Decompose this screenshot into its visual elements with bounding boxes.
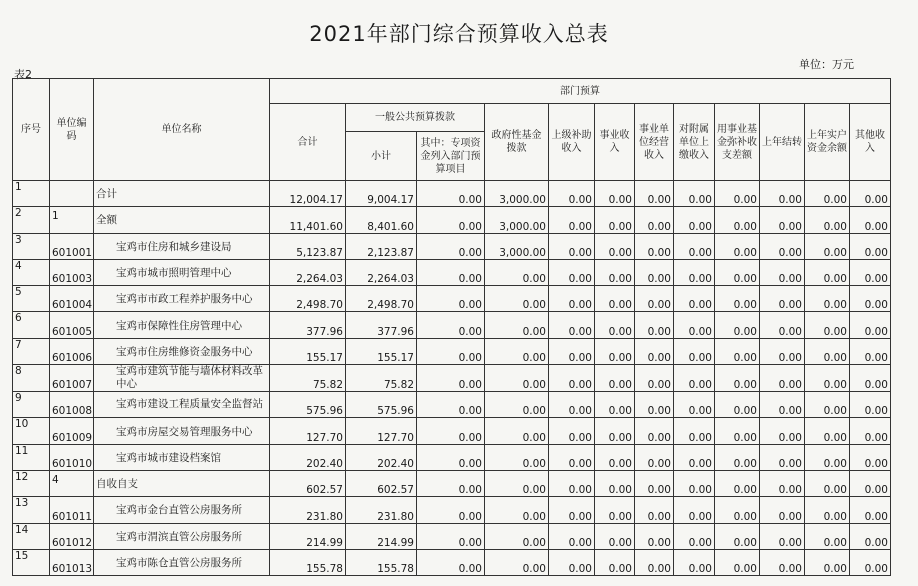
cell-gov-fund: 0.00 bbox=[485, 259, 549, 285]
cell-total: 2,498.70 bbox=[270, 286, 346, 312]
cell-other: 0.00 bbox=[850, 549, 891, 575]
table-row bbox=[13, 181, 891, 207]
cell-gov-fund: 0.00 bbox=[485, 470, 549, 496]
row-code: 601008 bbox=[50, 392, 94, 418]
cell-gov-fund: 0.00 bbox=[485, 497, 549, 523]
cell-special: 0.00 bbox=[417, 549, 485, 575]
cell-carryover: 0.00 bbox=[760, 549, 805, 575]
cell-affiliated: 0.00 bbox=[674, 523, 715, 549]
row-name: 宝鸡市建筑节能与墙体材料改革中心 bbox=[94, 365, 270, 392]
cell-special: 0.00 bbox=[417, 497, 485, 523]
cell-carryover: 0.00 bbox=[760, 181, 805, 207]
header-other: 其他收入 bbox=[850, 104, 891, 181]
cell-special: 0.00 bbox=[417, 312, 485, 338]
cell-subtotal: 2,498.70 bbox=[346, 286, 417, 312]
cell-superior: 0.00 bbox=[549, 444, 595, 470]
cell-superior: 0.00 bbox=[549, 312, 595, 338]
row-name: 宝鸡市市政工程养护服务中心 bbox=[94, 286, 270, 312]
cell-special: 0.00 bbox=[417, 207, 485, 233]
cell-subtotal: 155.17 bbox=[346, 338, 417, 364]
row-seq: 5 bbox=[13, 286, 50, 312]
cell-special: 0.00 bbox=[417, 286, 485, 312]
cell-affiliated: 0.00 bbox=[674, 259, 715, 285]
row-seq: 4 bbox=[13, 259, 50, 285]
cell-carryover: 0.00 bbox=[760, 286, 805, 312]
cell-business: 0.00 bbox=[595, 497, 635, 523]
cell-subtotal: 2,264.03 bbox=[346, 259, 417, 285]
cell-superior: 0.00 bbox=[549, 418, 595, 444]
row-name: 宝鸡市房屋交易管理服务中心 bbox=[94, 418, 270, 444]
cell-subtotal: 8,401.60 bbox=[346, 207, 417, 233]
cell-special: 0.00 bbox=[417, 523, 485, 549]
cell-fund-balance: 0.00 bbox=[715, 259, 760, 285]
table-row bbox=[13, 233, 891, 259]
cell-other: 0.00 bbox=[850, 338, 891, 364]
cell-superior: 0.00 bbox=[549, 181, 595, 207]
cell-affiliated: 0.00 bbox=[674, 181, 715, 207]
cell-carryover: 0.00 bbox=[760, 365, 805, 392]
cell-total: 214.99 bbox=[270, 523, 346, 549]
page-title: 2021年部门综合预算收入总表 bbox=[309, 22, 609, 46]
cell-fund-balance: 0.00 bbox=[715, 181, 760, 207]
cell-fund-balance: 0.00 bbox=[715, 444, 760, 470]
cell-fund-balance: 0.00 bbox=[715, 207, 760, 233]
cell-superior: 0.00 bbox=[549, 523, 595, 549]
cell-actual-balance: 0.00 bbox=[805, 286, 850, 312]
cell-carryover: 0.00 bbox=[760, 392, 805, 418]
cell-total: 155.17 bbox=[270, 338, 346, 364]
table-row bbox=[13, 549, 891, 575]
cell-affiliated: 0.00 bbox=[674, 207, 715, 233]
cell-affiliated: 0.00 bbox=[674, 365, 715, 392]
row-code: 601005 bbox=[50, 312, 94, 338]
cell-subtotal: 2,123.87 bbox=[346, 233, 417, 259]
row-name: 宝鸡市渭滨直管公房服务所 bbox=[94, 523, 270, 549]
cell-operating: 0.00 bbox=[635, 444, 674, 470]
cell-actual-balance: 0.00 bbox=[805, 365, 850, 392]
row-seq: 6 bbox=[13, 312, 50, 338]
cell-affiliated: 0.00 bbox=[674, 497, 715, 523]
cell-operating: 0.00 bbox=[635, 418, 674, 444]
cell-affiliated: 0.00 bbox=[674, 444, 715, 470]
row-code bbox=[50, 181, 94, 207]
cell-other: 0.00 bbox=[850, 286, 891, 312]
cell-affiliated: 0.00 bbox=[674, 312, 715, 338]
table-row bbox=[13, 312, 891, 338]
row-seq: 11 bbox=[13, 444, 50, 470]
row-seq: 15 bbox=[13, 549, 50, 575]
cell-total: 11,401.60 bbox=[270, 207, 346, 233]
header-gov-fund: 政府性基金拨款 bbox=[485, 104, 549, 181]
cell-actual-balance: 0.00 bbox=[805, 338, 850, 364]
table-row bbox=[13, 338, 891, 364]
table-row bbox=[13, 523, 891, 549]
cell-business: 0.00 bbox=[595, 444, 635, 470]
cell-superior: 0.00 bbox=[549, 259, 595, 285]
header-carryover: 上年结转 bbox=[760, 104, 805, 181]
cell-fund-balance: 0.00 bbox=[715, 365, 760, 392]
cell-gov-fund: 3,000.00 bbox=[485, 181, 549, 207]
cell-operating: 0.00 bbox=[635, 181, 674, 207]
cell-gov-fund: 0.00 bbox=[485, 549, 549, 575]
header-fund-balance: 用事业基金弥补收支差额 bbox=[715, 104, 760, 181]
cell-superior: 0.00 bbox=[549, 497, 595, 523]
cell-total: 75.82 bbox=[270, 365, 346, 392]
cell-actual-balance: 0.00 bbox=[805, 470, 850, 496]
cell-other: 0.00 bbox=[850, 233, 891, 259]
cell-actual-balance: 0.00 bbox=[805, 392, 850, 418]
row-seq: 2 bbox=[13, 207, 50, 233]
cell-actual-balance: 0.00 bbox=[805, 259, 850, 285]
cell-gov-fund: 0.00 bbox=[485, 312, 549, 338]
cell-actual-balance: 0.00 bbox=[805, 418, 850, 444]
cell-other: 0.00 bbox=[850, 259, 891, 285]
row-code: 4 bbox=[50, 470, 94, 496]
cell-operating: 0.00 bbox=[635, 365, 674, 392]
cell-actual-balance: 0.00 bbox=[805, 233, 850, 259]
cell-special: 0.00 bbox=[417, 181, 485, 207]
cell-operating: 0.00 bbox=[635, 286, 674, 312]
cell-operating: 0.00 bbox=[635, 259, 674, 285]
header-name: 单位名称 bbox=[94, 79, 270, 181]
row-name: 宝鸡市保障性住房管理中心 bbox=[94, 312, 270, 338]
table-row bbox=[13, 444, 891, 470]
cell-gov-fund: 0.00 bbox=[485, 523, 549, 549]
cell-carryover: 0.00 bbox=[760, 259, 805, 285]
cell-fund-balance: 0.00 bbox=[715, 392, 760, 418]
cell-total: 5,123.87 bbox=[270, 233, 346, 259]
cell-business: 0.00 bbox=[595, 286, 635, 312]
cell-fund-balance: 0.00 bbox=[715, 338, 760, 364]
cell-superior: 0.00 bbox=[549, 286, 595, 312]
cell-affiliated: 0.00 bbox=[674, 338, 715, 364]
row-name: 自收自支 bbox=[94, 470, 270, 496]
cell-other: 0.00 bbox=[850, 181, 891, 207]
header-special: 其中：专项资金列入部门预算项目 bbox=[417, 132, 485, 181]
row-seq: 13 bbox=[13, 497, 50, 523]
cell-total: 127.70 bbox=[270, 418, 346, 444]
cell-carryover: 0.00 bbox=[760, 207, 805, 233]
cell-gov-fund: 0.00 bbox=[485, 444, 549, 470]
cell-total: 575.96 bbox=[270, 392, 346, 418]
cell-superior: 0.00 bbox=[549, 233, 595, 259]
header-seq: 序号 bbox=[13, 79, 50, 181]
cell-business: 0.00 bbox=[595, 549, 635, 575]
cell-gov-fund: 3,000.00 bbox=[485, 233, 549, 259]
cell-gov-fund: 0.00 bbox=[485, 365, 549, 392]
row-seq: 1 bbox=[13, 181, 50, 207]
cell-business: 0.00 bbox=[595, 338, 635, 364]
cell-operating: 0.00 bbox=[635, 207, 674, 233]
cell-other: 0.00 bbox=[850, 207, 891, 233]
cell-affiliated: 0.00 bbox=[674, 549, 715, 575]
row-seq: 8 bbox=[13, 365, 50, 392]
cell-business: 0.00 bbox=[595, 418, 635, 444]
table-body bbox=[13, 181, 891, 576]
budget-income-table bbox=[12, 78, 891, 576]
cell-other: 0.00 bbox=[850, 470, 891, 496]
row-code: 601006 bbox=[50, 338, 94, 364]
cell-carryover: 0.00 bbox=[760, 338, 805, 364]
row-code: 1 bbox=[50, 207, 94, 233]
row-name: 宝鸡市陈仓直管公房服务所 bbox=[94, 549, 270, 575]
cell-total: 377.96 bbox=[270, 312, 346, 338]
cell-total: 202.40 bbox=[270, 444, 346, 470]
cell-actual-balance: 0.00 bbox=[805, 497, 850, 523]
cell-fund-balance: 0.00 bbox=[715, 286, 760, 312]
cell-total: 2,264.03 bbox=[270, 259, 346, 285]
cell-superior: 0.00 bbox=[549, 338, 595, 364]
cell-actual-balance: 0.00 bbox=[805, 444, 850, 470]
row-name: 宝鸡市城市建设档案馆 bbox=[94, 444, 270, 470]
cell-gov-fund: 3,000.00 bbox=[485, 207, 549, 233]
cell-actual-balance: 0.00 bbox=[805, 181, 850, 207]
cell-fund-balance: 0.00 bbox=[715, 418, 760, 444]
cell-operating: 0.00 bbox=[635, 233, 674, 259]
cell-fund-balance: 0.00 bbox=[715, 470, 760, 496]
cell-superior: 0.00 bbox=[549, 392, 595, 418]
row-seq: 9 bbox=[13, 392, 50, 418]
cell-carryover: 0.00 bbox=[760, 470, 805, 496]
cell-other: 0.00 bbox=[850, 392, 891, 418]
header-operating: 事业单位经营收入 bbox=[635, 104, 674, 181]
row-seq: 14 bbox=[13, 523, 50, 549]
cell-subtotal: 155.78 bbox=[346, 549, 417, 575]
cell-fund-balance: 0.00 bbox=[715, 312, 760, 338]
row-seq: 7 bbox=[13, 338, 50, 364]
cell-special: 0.00 bbox=[417, 365, 485, 392]
cell-actual-balance: 0.00 bbox=[805, 523, 850, 549]
header-subtotal: 小计 bbox=[346, 132, 417, 181]
cell-operating: 0.00 bbox=[635, 523, 674, 549]
cell-gov-fund: 0.00 bbox=[485, 392, 549, 418]
cell-subtotal: 602.57 bbox=[346, 470, 417, 496]
header-superior: 上级补助收入 bbox=[549, 104, 595, 181]
cell-business: 0.00 bbox=[595, 312, 635, 338]
cell-superior: 0.00 bbox=[549, 470, 595, 496]
row-name: 宝鸡市金台直管公房服务所 bbox=[94, 497, 270, 523]
cell-affiliated: 0.00 bbox=[674, 418, 715, 444]
cell-gov-fund: 0.00 bbox=[485, 418, 549, 444]
cell-business: 0.00 bbox=[595, 470, 635, 496]
cell-special: 0.00 bbox=[417, 470, 485, 496]
cell-carryover: 0.00 bbox=[760, 312, 805, 338]
cell-superior: 0.00 bbox=[549, 207, 595, 233]
table-row bbox=[13, 259, 891, 285]
table-row bbox=[13, 392, 891, 418]
table-row bbox=[13, 470, 891, 496]
header-dept-budget: 部门预算 bbox=[270, 79, 891, 104]
cell-subtotal: 231.80 bbox=[346, 497, 417, 523]
cell-special: 0.00 bbox=[417, 392, 485, 418]
cell-subtotal: 127.70 bbox=[346, 418, 417, 444]
row-code: 601012 bbox=[50, 523, 94, 549]
cell-business: 0.00 bbox=[595, 207, 635, 233]
cell-business: 0.00 bbox=[595, 181, 635, 207]
cell-subtotal: 75.82 bbox=[346, 365, 417, 392]
row-code: 601003 bbox=[50, 259, 94, 285]
header-code: 单位编码 bbox=[50, 79, 94, 181]
row-name: 全额 bbox=[94, 207, 270, 233]
cell-operating: 0.00 bbox=[635, 312, 674, 338]
header-general: 一般公共预算拨款 bbox=[346, 104, 485, 132]
table-row bbox=[13, 207, 891, 233]
cell-other: 0.00 bbox=[850, 444, 891, 470]
cell-operating: 0.00 bbox=[635, 549, 674, 575]
row-code: 601010 bbox=[50, 444, 94, 470]
cell-operating: 0.00 bbox=[635, 470, 674, 496]
cell-other: 0.00 bbox=[850, 523, 891, 549]
cell-special: 0.00 bbox=[417, 338, 485, 364]
cell-operating: 0.00 bbox=[635, 338, 674, 364]
cell-special: 0.00 bbox=[417, 418, 485, 444]
cell-gov-fund: 0.00 bbox=[485, 338, 549, 364]
table-row bbox=[13, 418, 891, 444]
row-code: 601004 bbox=[50, 286, 94, 312]
cell-other: 0.00 bbox=[850, 497, 891, 523]
row-code: 601001 bbox=[50, 233, 94, 259]
cell-fund-balance: 0.00 bbox=[715, 233, 760, 259]
row-name: 宝鸡市住房和城乡建设局 bbox=[94, 233, 270, 259]
row-name: 合计 bbox=[94, 181, 270, 207]
header-affiliated: 对附属单位上缴收入 bbox=[674, 104, 715, 181]
cell-operating: 0.00 bbox=[635, 497, 674, 523]
cell-total: 155.78 bbox=[270, 549, 346, 575]
row-seq: 12 bbox=[13, 470, 50, 496]
cell-total: 231.80 bbox=[270, 497, 346, 523]
header-actual-balance: 上年实户资金余额 bbox=[805, 104, 850, 181]
cell-special: 0.00 bbox=[417, 233, 485, 259]
cell-actual-balance: 0.00 bbox=[805, 207, 850, 233]
cell-affiliated: 0.00 bbox=[674, 286, 715, 312]
cell-superior: 0.00 bbox=[549, 549, 595, 575]
cell-fund-balance: 0.00 bbox=[715, 523, 760, 549]
cell-subtotal: 214.99 bbox=[346, 523, 417, 549]
cell-superior: 0.00 bbox=[549, 365, 595, 392]
row-code: 601011 bbox=[50, 497, 94, 523]
header-business: 事业收入 bbox=[595, 104, 635, 181]
cell-carryover: 0.00 bbox=[760, 418, 805, 444]
table-row bbox=[13, 286, 891, 312]
row-name: 宝鸡市住房维修资金服务中心 bbox=[94, 338, 270, 364]
cell-total: 12,004.17 bbox=[270, 181, 346, 207]
cell-affiliated: 0.00 bbox=[674, 470, 715, 496]
cell-affiliated: 0.00 bbox=[674, 392, 715, 418]
cell-business: 0.00 bbox=[595, 392, 635, 418]
row-seq: 10 bbox=[13, 418, 50, 444]
cell-total: 602.57 bbox=[270, 470, 346, 496]
unit-label: 单位：万元 bbox=[799, 58, 854, 71]
row-name: 宝鸡市城市照明管理中心 bbox=[94, 259, 270, 285]
cell-operating: 0.00 bbox=[635, 392, 674, 418]
cell-business: 0.00 bbox=[595, 233, 635, 259]
cell-other: 0.00 bbox=[850, 418, 891, 444]
row-code: 601007 bbox=[50, 365, 94, 392]
table-number: 表2 bbox=[14, 68, 32, 81]
cell-actual-balance: 0.00 bbox=[805, 312, 850, 338]
cell-carryover: 0.00 bbox=[760, 523, 805, 549]
cell-fund-balance: 0.00 bbox=[715, 549, 760, 575]
cell-other: 0.00 bbox=[850, 312, 891, 338]
cell-other: 0.00 bbox=[850, 365, 891, 392]
cell-subtotal: 9,004.17 bbox=[346, 181, 417, 207]
cell-business: 0.00 bbox=[595, 259, 635, 285]
cell-gov-fund: 0.00 bbox=[485, 286, 549, 312]
cell-subtotal: 202.40 bbox=[346, 444, 417, 470]
cell-business: 0.00 bbox=[595, 365, 635, 392]
cell-carryover: 0.00 bbox=[760, 444, 805, 470]
cell-special: 0.00 bbox=[417, 259, 485, 285]
row-seq: 3 bbox=[13, 233, 50, 259]
cell-subtotal: 377.96 bbox=[346, 312, 417, 338]
cell-subtotal: 575.96 bbox=[346, 392, 417, 418]
cell-special: 0.00 bbox=[417, 444, 485, 470]
cell-affiliated: 0.00 bbox=[674, 233, 715, 259]
cell-actual-balance: 0.00 bbox=[805, 549, 850, 575]
row-code: 601013 bbox=[50, 549, 94, 575]
cell-carryover: 0.00 bbox=[760, 233, 805, 259]
cell-fund-balance: 0.00 bbox=[715, 497, 760, 523]
table-row bbox=[13, 365, 891, 392]
cell-business: 0.00 bbox=[595, 523, 635, 549]
header-total: 合计 bbox=[270, 104, 346, 181]
row-code: 601009 bbox=[50, 418, 94, 444]
table-row bbox=[13, 497, 891, 523]
cell-carryover: 0.00 bbox=[760, 497, 805, 523]
row-name: 宝鸡市建设工程质量安全监督站 bbox=[94, 392, 270, 418]
